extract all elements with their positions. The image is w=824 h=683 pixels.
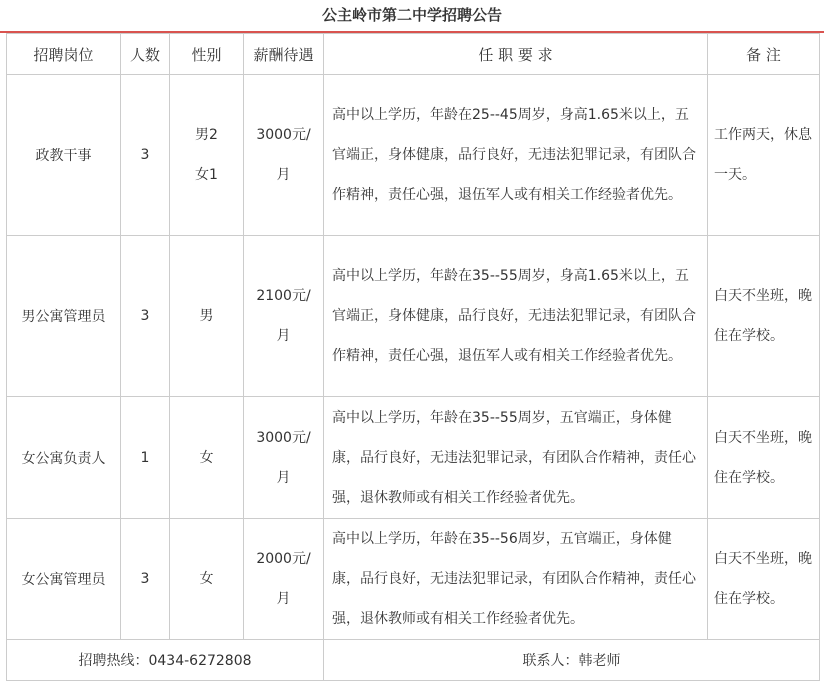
cell-notes: 工作两天，休息一天。 [708,75,820,236]
gender-line: 女 [199,449,214,466]
salary-line: 2100元/ [256,288,311,304]
header-gender: 性别 [170,34,244,75]
cell-gender [170,236,244,397]
cell-count: 3 [121,519,170,640]
cell-notes: 白天不坐班，晚住在学校。 [708,236,820,397]
salary-line: 月 [276,167,291,183]
cell-salary [244,519,324,640]
cell-gender [170,519,244,640]
header-salary: 薪酬待遇 [244,34,324,75]
header-requirements: 任 职 要 求 [324,34,708,75]
cell-position: 政教干事 [7,75,121,236]
cell-count: 3 [121,75,170,236]
cell-position: 女公寓管理员 [7,519,121,640]
salary-line: 月 [276,328,291,344]
cell-requirements: 高中以上学历，年龄在25--45周岁，身高1.65米以上，五官端正，身体健康，品行良好，无违法犯罪记录，有团队合作精神，责任心强，退伍军人或有相关工作经验者优先。 [324,75,708,236]
header-notes: 备 注 [708,34,820,75]
salary-line: 3000元/ [256,127,311,143]
cell-position: 女公寓负责人 [7,397,121,519]
salary-line: 2000元/ [256,551,311,567]
table-row [7,519,820,640]
cell-salary [244,397,324,519]
cell-salary [244,75,324,236]
cell-count: 1 [121,397,170,519]
table-row [7,236,820,397]
table-footer-row [7,640,820,681]
page-title: 公主岭市第二中学招聘公告 [0,0,824,33]
recruitment-table [6,33,820,681]
cell-salary [244,236,324,397]
gender-line: 男2 [195,127,218,143]
header-position: 招聘岗位 [7,34,121,75]
gender-line: 女 [199,571,214,587]
gender-line: 女1 [195,167,218,183]
cell-count: 3 [121,236,170,397]
cell-requirements: 高中以上学历，年龄在35--56周岁，五官端正，身体健康，品行良好，无违法犯罪记录，有团队合作精神，责任心强，退休教师或有相关工作经验者优先。 [324,519,708,640]
contact-person: 联系人：韩老师 [324,640,820,681]
table-row [7,75,820,236]
cell-position: 男公寓管理员 [7,236,121,397]
cell-requirements: 高中以上学历，年龄在35--55周岁，五官端正，身体健康，品行良好，无违法犯罪记录，有团队合作精神，责任心强，退休教师或有相关工作经验者优先。 [324,397,708,519]
cell-notes: 白天不坐班，晚住在学校。 [708,397,820,519]
cell-gender [170,75,244,236]
cell-requirements: 高中以上学历，年龄在35--55周岁，身高1.65米以上，五官端正，身体健康，品行良好，无违法犯罪记录，有团队合作精神，责任心强，退伍军人或有相关工作经验者优先。 [324,236,708,397]
recruitment-hotline: 招聘热线：0434-6272808 [7,640,324,681]
salary-line: 3000元/ [256,429,311,446]
header-count: 人数 [121,34,170,75]
cell-notes: 白天不坐班，晚住在学校。 [708,519,820,640]
table-row [7,397,820,519]
table-header-row [7,34,820,75]
cell-gender [170,397,244,519]
salary-line: 月 [276,469,291,486]
salary-line: 月 [276,591,291,607]
gender-line: 男 [199,308,214,324]
